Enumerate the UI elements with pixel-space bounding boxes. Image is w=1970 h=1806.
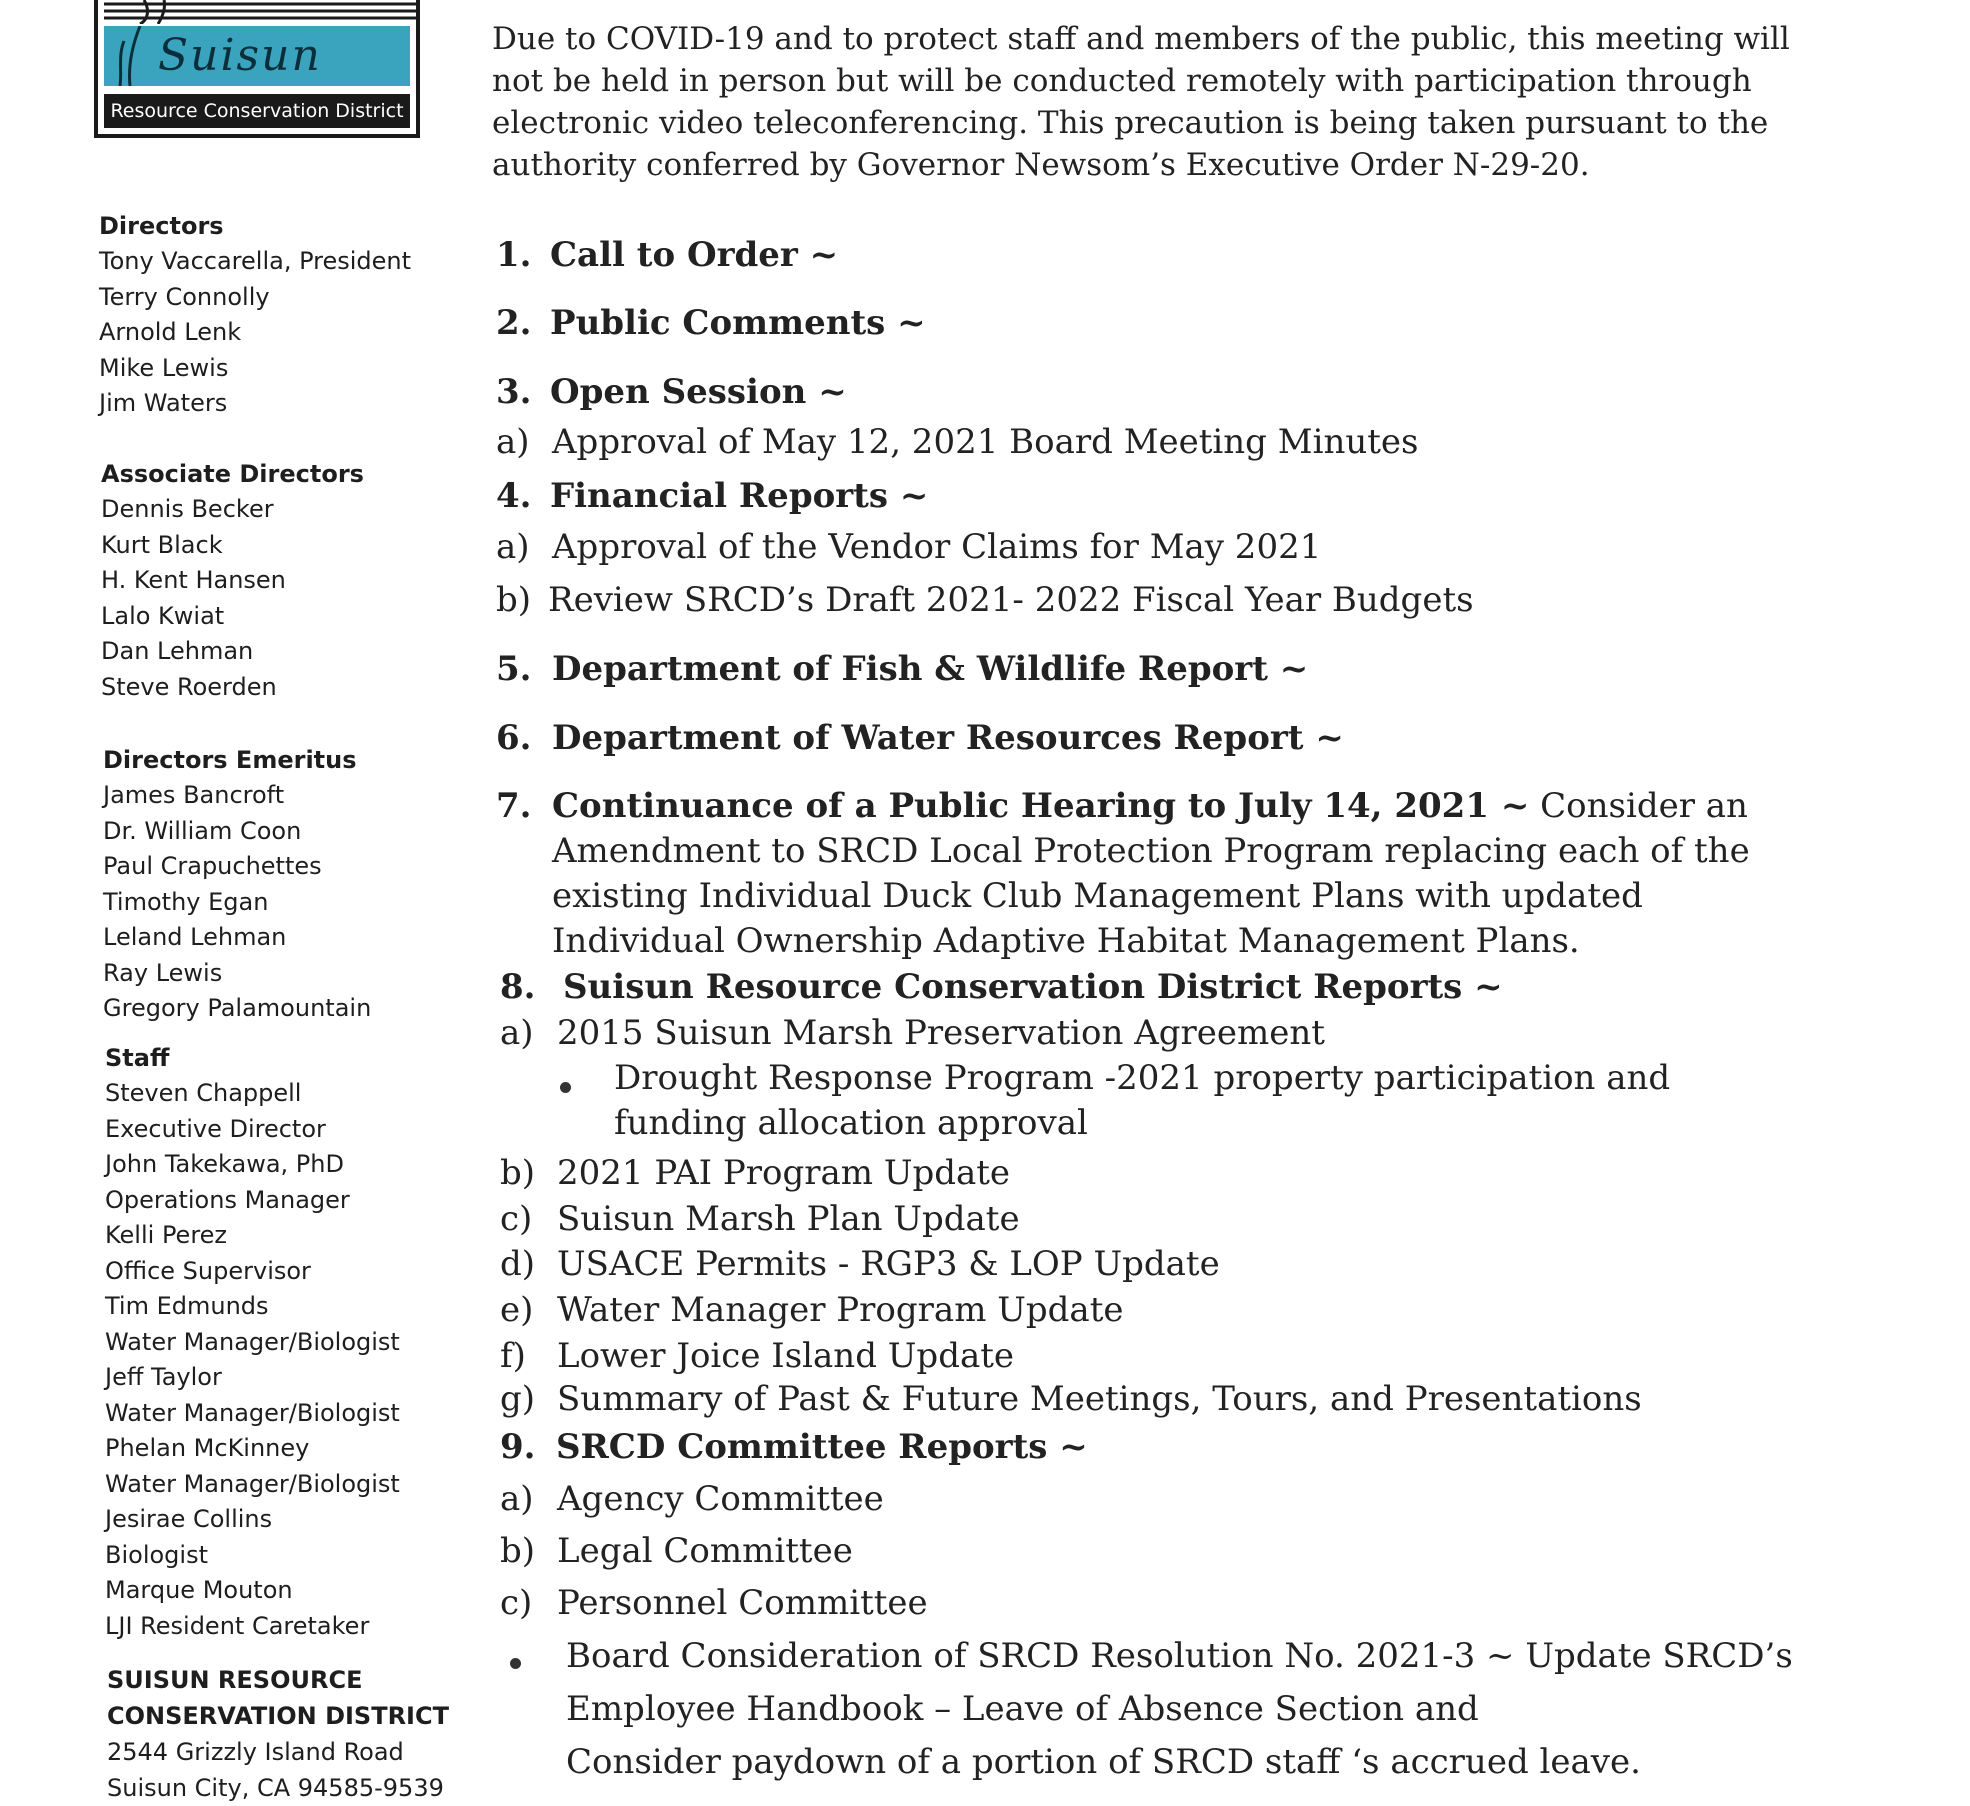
item-heading: Open Session ~: [550, 372, 847, 412]
staff-role: Water Manager/Biologist: [105, 1327, 400, 1356]
reed-icon: [110, 26, 150, 86]
agenda-item-7-text: [552, 829, 1750, 964]
emeritus-name: Leland Lehman: [103, 923, 287, 951]
staff-heading: Staff: [105, 1044, 170, 1072]
subitem-text: Review SRCD’s Draft 2021- 2022 Fiscal Year Budgets: [548, 580, 1474, 620]
agenda-bullet: [566, 1630, 1793, 1789]
subitem-text: Approval of May 12, 2021 Board Meeting Minutes: [552, 422, 1419, 462]
subitem-letter: b): [496, 580, 532, 620]
covid-notice: Due to COVID-19 and to protect staff and members of the public, this meeting will not be held in person but will be conducted remotely with participation through electronic video teleconferencing. This precaution is being taken pursuant to the authority conferred by Governor Newsom’s Executive Order N-29-20.: [492, 21, 1790, 183]
subitem-text: 2015 Suisun Marsh Preservation Agreement: [557, 1013, 1325, 1053]
bullet-text-line: Drought Response Program -2021 property participation and: [614, 1058, 1671, 1098]
item-heading: Department of Water Resources Report ~: [552, 718, 1344, 758]
associate-director-name: Dan Lehman: [101, 637, 254, 665]
item-heading: Continuance of a Public Hearing to July 14, 2021 ~: [552, 786, 1530, 826]
logo-wordmark: Suisun: [158, 30, 322, 81]
item-number: 8.: [500, 967, 536, 1007]
agenda-item-7: [496, 783, 1748, 829]
subitem-letter: b): [500, 1531, 536, 1571]
address-line: SUISUN RESOURCE: [107, 1666, 363, 1694]
directors-emeritus-section: [103, 742, 371, 1027]
emeritus-name: James Bancroft: [103, 781, 285, 809]
item-number: 1.: [496, 235, 532, 275]
emeritus-name: Paul Crapuchettes: [103, 852, 322, 880]
subitem-text: USACE Permits - RGP3 & LOP Update: [557, 1244, 1220, 1284]
agenda-subitem: [500, 1476, 884, 1522]
item-heading: Public Comments ~: [550, 303, 926, 343]
agenda-item-2: [496, 300, 926, 346]
director-name: Arnold Lenk: [99, 318, 242, 346]
logo-lines-graphic: [104, 0, 418, 24]
directors-section: [99, 208, 411, 422]
item-text: Consider an: [1540, 786, 1748, 826]
staff-name: Marque Mouton: [105, 1576, 293, 1604]
agenda-bullet: [614, 1056, 1670, 1146]
agenda-subitem: [496, 419, 1418, 465]
bullet-text-line: funding allocation approval: [614, 1103, 1088, 1143]
staff-role: Executive Director: [105, 1114, 326, 1143]
subitem-letter: c): [500, 1199, 533, 1239]
associate-director-name: Kurt Black: [101, 530, 223, 559]
subitem-text: Legal Committee: [557, 1531, 853, 1571]
address-line: Suisun City, CA 94585-9539: [107, 1774, 444, 1802]
agenda-item-4: [496, 473, 928, 519]
agenda-subitem: [500, 1580, 928, 1626]
item-number: 7.: [496, 786, 532, 826]
item-heading: Department of Fish & Wildlife Report ~: [552, 649, 1309, 689]
subitem-letter: e): [500, 1290, 534, 1330]
agenda-subitem: [500, 1333, 1014, 1379]
agenda-subitem: [496, 577, 1474, 623]
subitem-letter: a): [500, 1479, 534, 1519]
associate-director-name: Lalo Kwiat: [101, 601, 225, 630]
subitem-letter: g): [500, 1379, 536, 1419]
staff-name: Jeff Taylor: [105, 1363, 222, 1391]
agenda-subitem: [500, 1150, 1010, 1196]
district-logo: [94, 0, 420, 138]
item-text-line: Amendment to SRCD Local Protection Program replacing each of the: [552, 831, 1750, 871]
bullet-icon: [510, 1658, 521, 1669]
staff-section: [105, 1040, 400, 1644]
subitem-letter: f): [500, 1336, 526, 1376]
subitem-text: Approval of the Vendor Claims for May 2021: [552, 527, 1322, 567]
bullet-text-line: Board Consideration of SRCD Resolution No. 2021-3 ~ Update SRCD’s: [566, 1636, 1793, 1676]
staff-name: Tim Edmunds: [105, 1292, 269, 1320]
emeritus-name: Timothy Egan: [103, 887, 269, 916]
subitem-text: Water Manager Program Update: [557, 1290, 1124, 1330]
subitem-text: Personnel Committee: [557, 1583, 928, 1623]
subitem-letter: d): [500, 1244, 536, 1284]
director-name: Terry Connolly: [99, 282, 270, 311]
associate-director-name: Dennis Becker: [101, 495, 274, 523]
item-number: 2.: [496, 303, 532, 343]
address-line: CONSERVATION DISTRICT: [107, 1702, 449, 1730]
agenda-subitem: [500, 1376, 1642, 1422]
subitem-text: Summary of Past & Future Meetings, Tours, and Presentations: [557, 1379, 1642, 1419]
subitem-letter: a): [500, 1013, 534, 1053]
staff-role: Water Manager/Biologist: [105, 1469, 400, 1498]
director-name: Mike Lewis: [99, 353, 229, 382]
staff-name: Phelan McKinney: [105, 1434, 310, 1462]
agenda-subitem: [500, 1528, 853, 1574]
address-line: 2544 Grizzly Island Road: [107, 1738, 404, 1766]
item-heading: Financial Reports ~: [550, 476, 929, 516]
staff-name: Jesirae Collins: [105, 1505, 273, 1533]
agenda-subitem: [500, 1241, 1220, 1287]
subitem-letter: b): [500, 1153, 536, 1193]
emeritus-name: Ray Lewis: [103, 958, 223, 987]
item-number: 9.: [500, 1427, 536, 1467]
item-number: 3.: [496, 372, 532, 412]
director-name: Jim Waters: [99, 389, 228, 417]
agenda-item-6: [496, 715, 1344, 761]
associate-directors-section: [101, 456, 364, 705]
subitem-letter: a): [496, 527, 530, 567]
associate-director-name: H. Kent Hansen: [101, 566, 286, 594]
staff-role: LJI Resident Caretaker: [105, 1611, 370, 1640]
item-heading: Call to Order ~: [550, 235, 839, 275]
directors-emeritus-heading: Directors Emeritus: [103, 746, 357, 774]
subitem-letter: a): [496, 422, 530, 462]
agenda-subitem: [500, 1010, 1325, 1056]
subitem-letter: c): [500, 1583, 533, 1623]
bullet-text-line: Consider paydown of a portion of SRCD staff ‘s accrued leave.: [566, 1742, 1641, 1782]
emeritus-name: Dr. William Coon: [103, 816, 302, 845]
staff-name: Steven Chappell: [105, 1079, 302, 1107]
staff-name: John Takekawa, PhD: [105, 1150, 344, 1178]
staff-name: Kelli Perez: [105, 1221, 228, 1249]
item-number: 4.: [496, 476, 532, 516]
agenda-item-1: [496, 232, 838, 278]
subitem-text: Agency Committee: [557, 1479, 884, 1519]
item-number: 6.: [496, 718, 532, 758]
item-number: 5.: [496, 649, 532, 689]
bullet-text-line: Employee Handbook – Leave of Absence Section and: [566, 1689, 1479, 1729]
staff-role: Water Manager/Biologist: [105, 1398, 400, 1427]
staff-role: Office Supervisor: [105, 1256, 311, 1285]
item-text-line: Individual Ownership Adaptive Habitat Management Plans.: [552, 921, 1580, 961]
logo-caption: Resource Conservation District: [104, 94, 410, 128]
agenda-item-5: [496, 646, 1308, 692]
subitem-text: Lower Joice Island Update: [557, 1336, 1015, 1376]
directors-heading: Directors: [99, 212, 224, 240]
subitem-text: Suisun Marsh Plan Update: [557, 1199, 1020, 1239]
associate-directors-heading: Associate Directors: [101, 460, 364, 488]
agenda-item-9: [500, 1424, 1088, 1470]
sidebar: [0, 0, 470, 1800]
agenda-subitem: [496, 524, 1321, 570]
agenda-subitem: [500, 1287, 1123, 1333]
item-heading: SRCD Committee Reports ~: [556, 1427, 1088, 1467]
item-text-line: existing Individual Duck Club Management Plans with updated: [552, 876, 1643, 916]
bullet-icon: [560, 1082, 571, 1093]
district-address: [107, 1662, 449, 1806]
emeritus-name: Gregory Palamountain: [103, 994, 372, 1022]
staff-role: Operations Manager: [105, 1185, 350, 1214]
staff-role: Biologist: [105, 1540, 208, 1569]
agenda-subitem: [500, 1196, 1020, 1242]
director-name: Tony Vaccarella, President: [99, 247, 412, 275]
associate-director-name: Steve Roerden: [101, 672, 277, 701]
agenda-item-3: [496, 369, 847, 415]
subitem-text: 2021 PAI Program Update: [557, 1153, 1011, 1193]
item-heading: Suisun Resource Conservation District Reports ~: [563, 967, 1503, 1007]
agenda-item-8: [500, 964, 1503, 1010]
